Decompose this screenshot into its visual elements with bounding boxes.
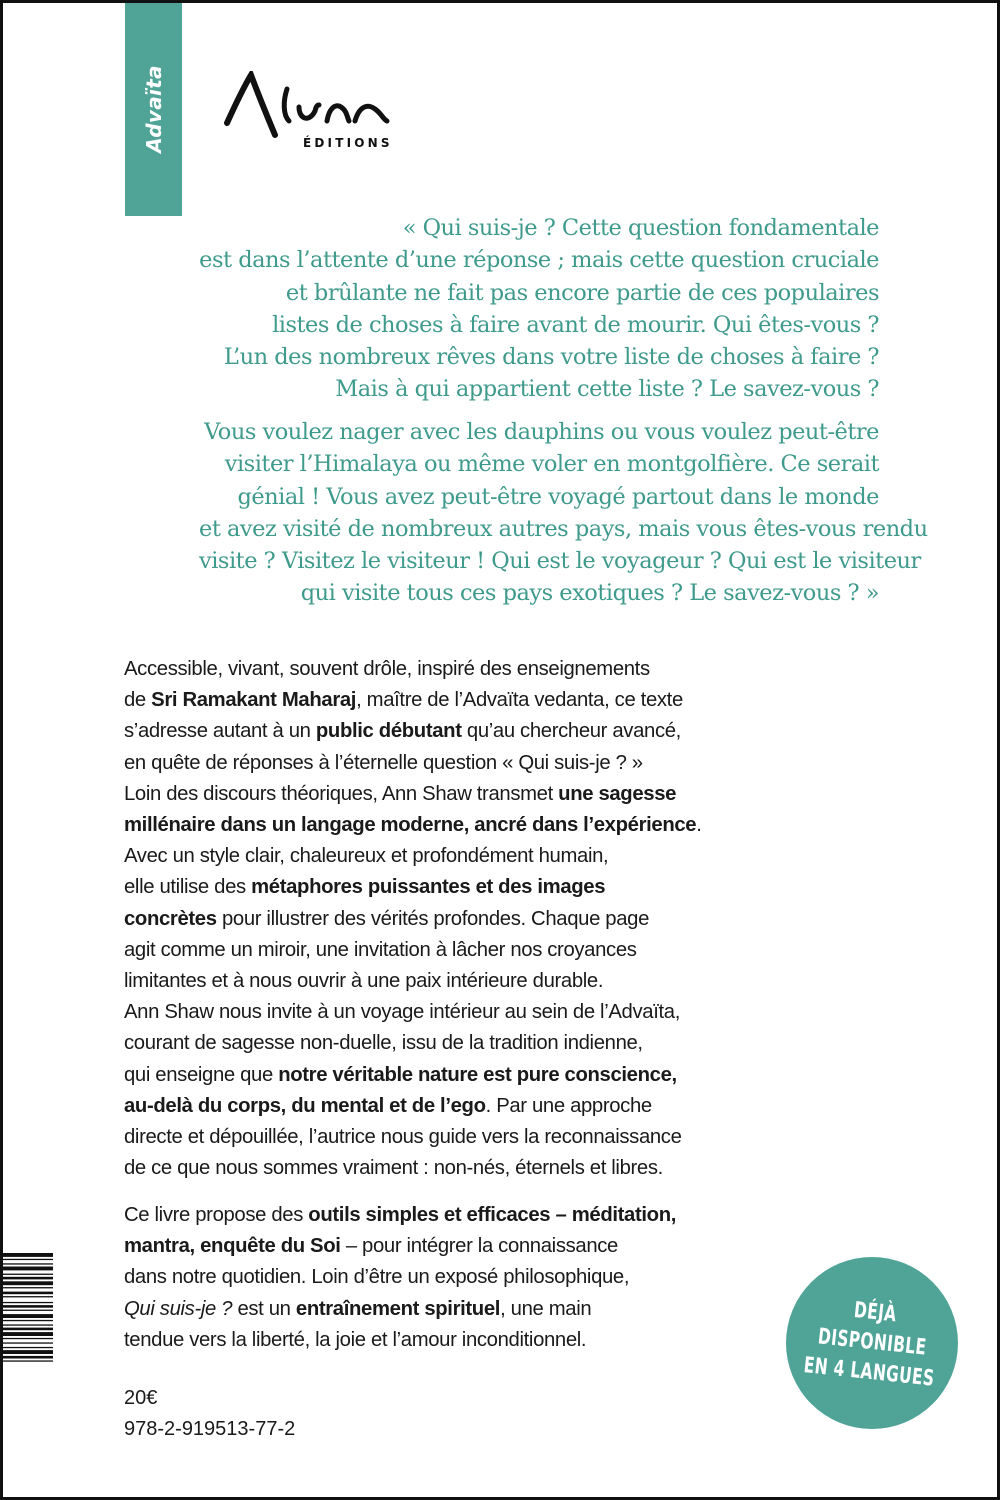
barcode-bar	[3, 1274, 53, 1275]
text-run: est un	[232, 1297, 296, 1320]
quote-line: « Qui suis-je ? Cette question fondamentale	[402, 215, 879, 241]
text-run: de ce que nous sommes vraiment : non-nés, éternels et libres.	[124, 1157, 663, 1180]
barcode-bars	[3, 1251, 53, 1401]
barcode-bar	[3, 1267, 53, 1271]
description-line	[124, 1153, 824, 1184]
barcode-bar	[3, 1259, 53, 1260]
quote-line: génial ! Vous avez peut-être voyagé partout dans le monde	[237, 483, 879, 510]
description-line	[124, 841, 824, 872]
bold-text: public débutant	[315, 720, 462, 743]
text-run: qu’au chercheur avancé,	[461, 720, 681, 743]
barcode-bar	[3, 1347, 53, 1348]
barcode-bar	[3, 1292, 53, 1295]
description-line	[124, 966, 824, 997]
bold-text: millénaire dans un langage moderne, ancré dans l’expérience	[124, 814, 697, 837]
barcode-bar	[3, 1324, 53, 1325]
barcode-bar	[3, 1253, 53, 1257]
barcode-bar	[3, 1263, 53, 1264]
quote-line: Mais à qui appartient cette liste ? Le savez-vous ?	[335, 376, 879, 403]
bold-text: mantra, enquête du Soi	[124, 1235, 341, 1258]
italic-title: Qui suis-je ?	[124, 1297, 233, 1320]
description-line	[124, 1200, 824, 1231]
isbn: 978-2-919513-77-2	[124, 1418, 296, 1440]
text-run: qui enseigne que	[124, 1063, 279, 1086]
quote-line: et brûlante ne fait pas encore partie de ces populaires	[285, 279, 879, 306]
text-run: Accessible, vivant, souvent drôle, inspiré des enseignements	[124, 658, 650, 680]
barcode-bar	[3, 1296, 53, 1297]
bold-text: outils simples et efficaces – méditation,	[308, 1204, 677, 1226]
barcode-bar	[3, 1342, 53, 1343]
text-run: dans notre quotidien. Loin d’être un exposé philosophique,	[124, 1266, 630, 1289]
price-isbn-block	[124, 1383, 295, 1445]
description-line	[124, 685, 824, 716]
barcode-bar	[3, 1320, 53, 1321]
bold-text: au-delà du corps, du mental et de l’ego	[124, 1094, 486, 1117]
description-line	[124, 1060, 824, 1091]
quote-line: visite ? Visitez le visiteur ! Qui est le voyageur ? Qui est le visiteur	[199, 548, 921, 575]
publisher-logo	[223, 71, 393, 161]
quote-line: est dans l’attente d’une réponse ; mais cette question cruciale	[199, 247, 879, 274]
description-line	[124, 904, 824, 935]
text-run: courant de sagesse non-duelle, issu de la tradition indienne,	[124, 1032, 643, 1055]
badge-line: EN 4 LANGUES	[802, 1353, 936, 1392]
description-line	[124, 872, 824, 903]
barcode-bar	[3, 1350, 53, 1354]
text-run: .	[696, 814, 702, 837]
quote-paragraph-2	[199, 416, 928, 610]
text-run: Loin des discours théoriques, Ann Shaw transmet	[124, 782, 559, 805]
quote-line: visiter l’Himalaya ou même voler en montgolfière. Ce serait	[224, 451, 879, 478]
text-run: , maître de l’Advaïta vedanta, ce texte	[356, 689, 683, 712]
barcode-bar	[3, 1328, 53, 1331]
badge-text	[784, 1289, 961, 1396]
text-run: elle utilise des	[124, 876, 252, 899]
quote-line: Vous voulez nager avec les dauphins ou vous voulez peut-être	[204, 419, 879, 445]
text-run: tendue vers la liberté, la joie et l’amour inconditionnel.	[124, 1328, 587, 1351]
bold-text: notre véritable nature est pure conscience,	[278, 1063, 677, 1086]
text-run: . Par une approche	[485, 1094, 652, 1117]
quote-line: listes de choses à faire avant de mourir. Qui êtes-vous ?	[272, 311, 879, 338]
price: 20€	[124, 1387, 158, 1409]
description-line	[124, 1028, 824, 1059]
text-run: – pour intégrer la connaissance	[340, 1235, 618, 1258]
barcode-bar	[3, 1332, 53, 1336]
description-line	[124, 1294, 824, 1325]
description-paragraph-2	[124, 1200, 824, 1356]
barcode-bar	[3, 1314, 53, 1318]
text-run: s’adresse autant à un	[124, 720, 316, 743]
quote-line: qui visite tous ces pays exotiques ? Le savez-vous ? »	[300, 580, 879, 607]
description-paragraph-1	[124, 654, 824, 1184]
description-line	[124, 1091, 824, 1122]
description-line	[124, 779, 824, 810]
description-line	[124, 997, 824, 1028]
barcode-bar	[3, 1338, 53, 1339]
text-run: agit comme un miroir, une invitation à lâcher nos croyances	[124, 938, 637, 961]
publisher-subtitle: ÉDITIONS	[303, 136, 393, 150]
bold-text: métaphores puissantes et des images	[251, 876, 606, 899]
bold-text: concrètes	[124, 907, 217, 930]
text-run: Ann Shaw nous invite à un voyage intérieur au sein de l’Advaïta,	[124, 1001, 680, 1024]
barcode-bar	[3, 1305, 53, 1308]
badge-line: DÉJÀ	[852, 1298, 898, 1328]
bold-text: Sri Ramakant Maharaj	[151, 689, 357, 712]
bold-text: une sagesse	[558, 782, 677, 805]
text-run: limitantes et à nous ouvrir à une paix intérieure durable.	[124, 970, 604, 993]
text-run: de	[124, 689, 152, 712]
text-run: pour illustrer des vérités profondes. Chaque page	[216, 907, 650, 930]
barcode-bar	[3, 1277, 53, 1280]
barcode-bar	[3, 1360, 53, 1361]
quote-line: et avez visité de nombreux autres pays, mais vous êtes-vous rendu	[199, 515, 928, 542]
barcode-bar	[3, 1287, 53, 1288]
text-run: Ce livre propose des	[124, 1204, 309, 1226]
aluna-logo-icon	[223, 71, 393, 141]
text-run: Avec un style clair, chaleureux et profondément humain,	[124, 845, 609, 868]
text-run: directe et dépouillée, l’autrice nous guide vers la reconnaissance	[124, 1126, 682, 1149]
description-line	[124, 1262, 824, 1293]
description-line	[124, 1122, 824, 1153]
description-line	[124, 748, 824, 779]
languages-badge	[786, 1257, 958, 1429]
quote-line: L’un des nombreux rêves dans votre liste de choses à faire ?	[223, 344, 879, 371]
badge-line: DISPONIBLE	[816, 1324, 928, 1361]
description-line	[124, 1231, 824, 1262]
description-line	[124, 810, 824, 841]
collection-label: Advaïta	[141, 65, 166, 153]
text-run: , une main	[500, 1297, 592, 1320]
barcode-bar	[3, 1281, 53, 1285]
text-run: en quête de réponses à l’éternelle question « Qui suis-je ? »	[124, 751, 643, 774]
description-line	[124, 654, 824, 685]
description-line	[124, 716, 824, 747]
barcode-bar	[3, 1310, 53, 1311]
bold-text: entraînement spirituel	[295, 1297, 501, 1320]
description-line	[124, 935, 824, 966]
quote-paragraph-1	[199, 212, 879, 406]
barcode-icon	[3, 1251, 53, 1401]
barcode-bar	[3, 1302, 53, 1303]
collection-tab	[125, 3, 182, 216]
description-line	[124, 1325, 824, 1356]
barcode-bar	[3, 1356, 53, 1359]
